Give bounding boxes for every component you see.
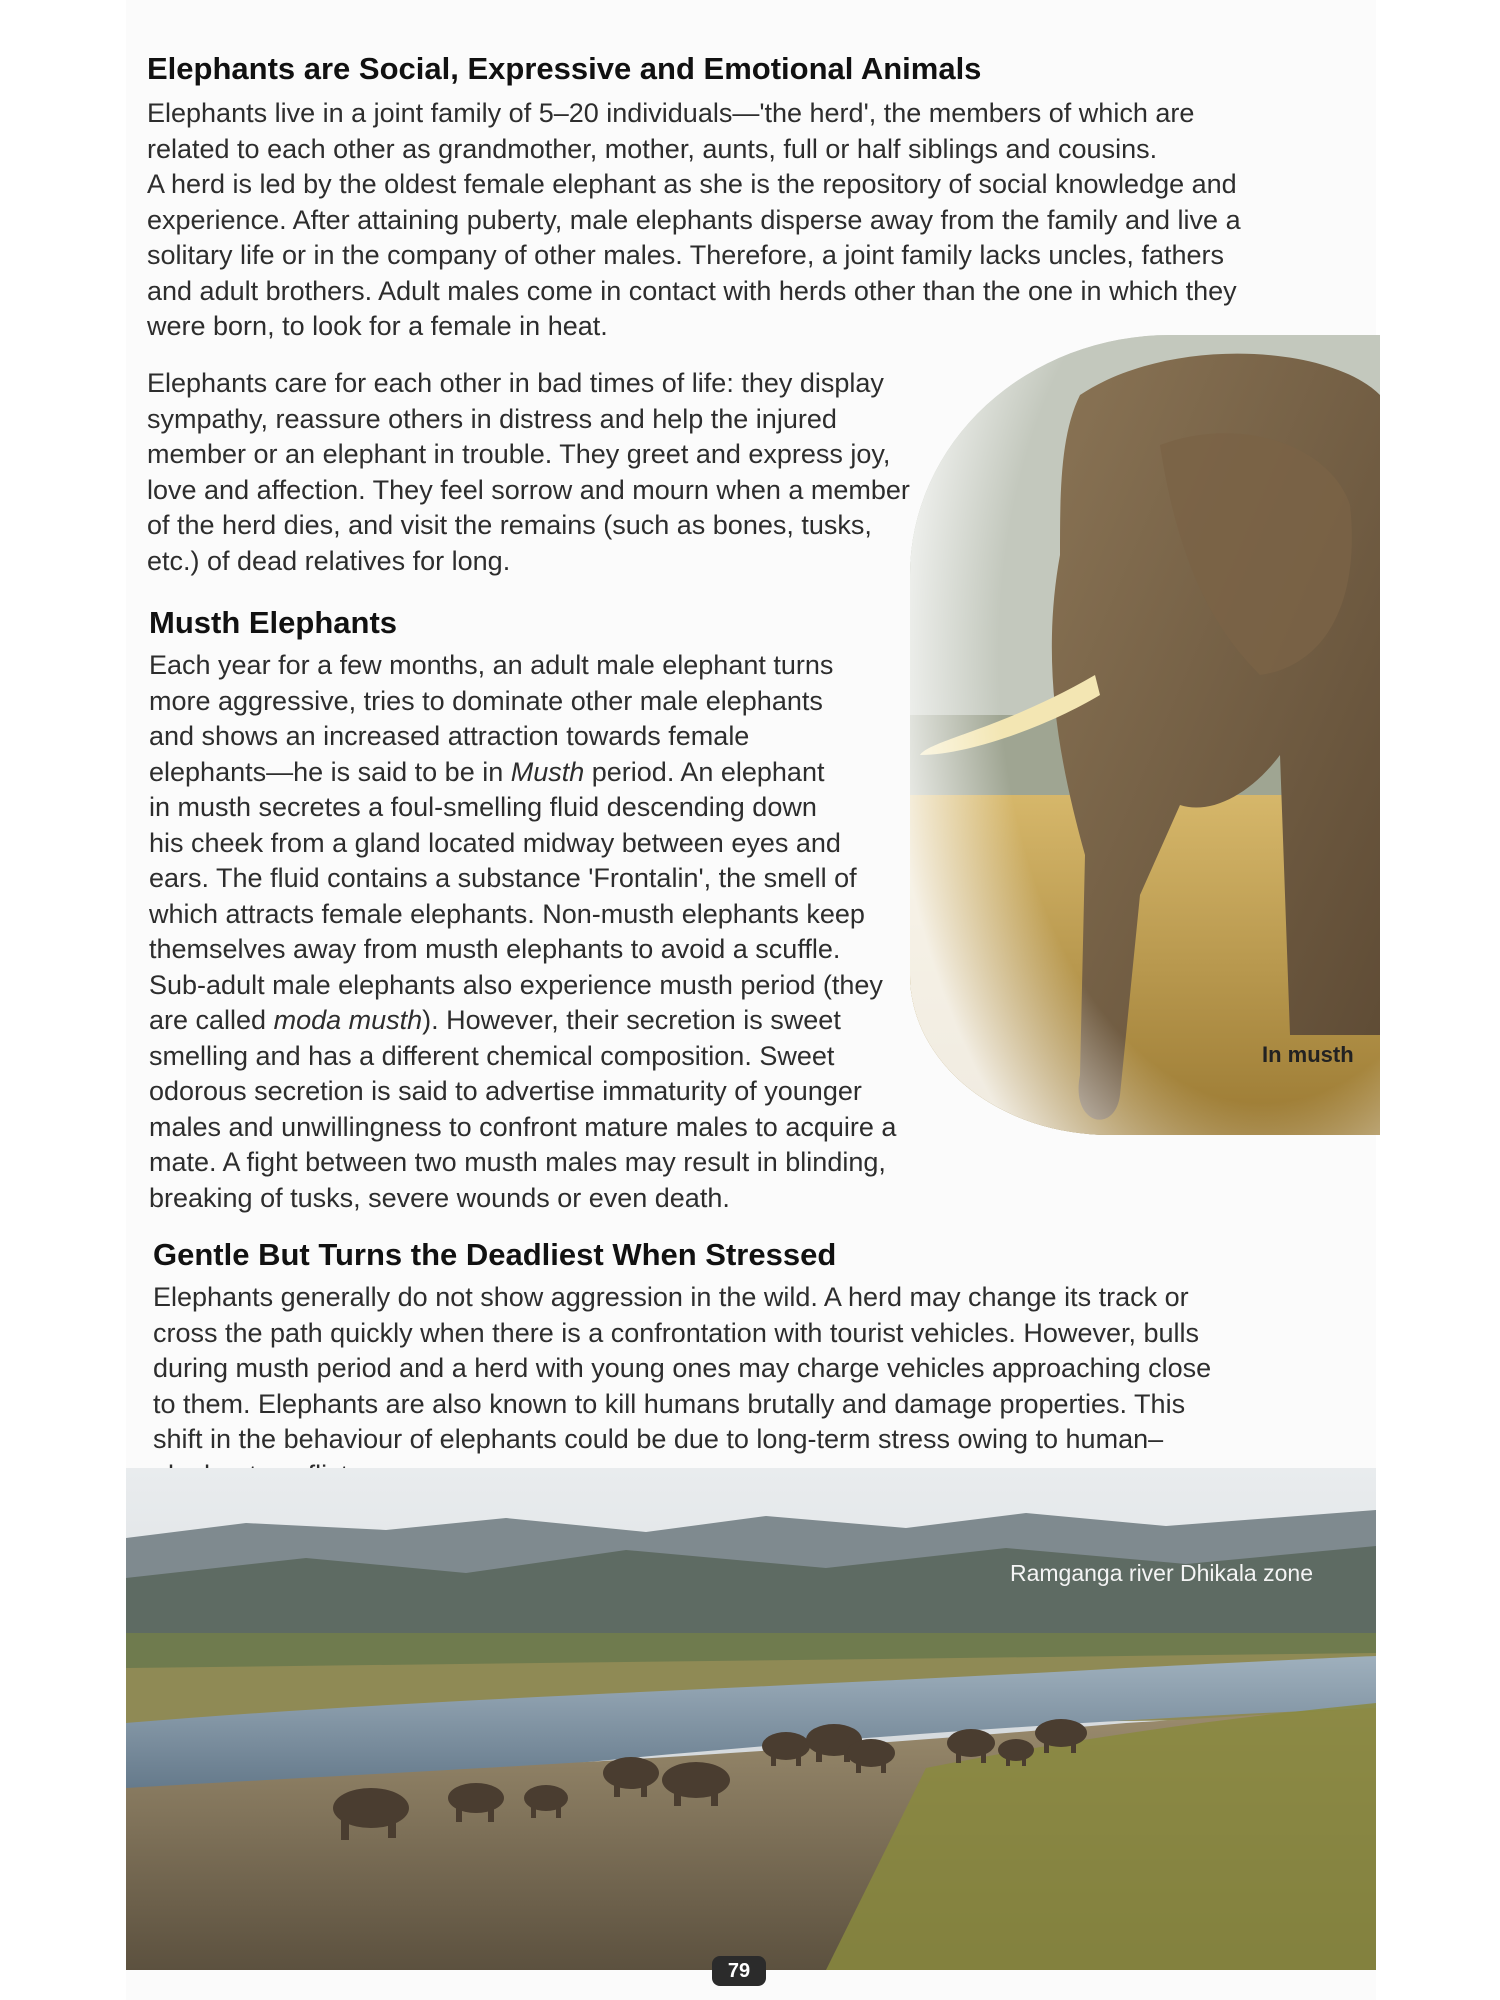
text-line: Elephants live in a joint family of 5–20 individuals—'the herd', the members of which are	[147, 98, 1195, 128]
emphasis-moda-musth: moda musth	[273, 1005, 423, 1035]
text-line: member or an elephant in trouble. They greet and express joy,	[147, 439, 891, 469]
text-line: mate. A fight between two musth males may result in blinding,	[149, 1147, 886, 1177]
paragraph-herd	[147, 96, 1241, 345]
ramganga-river-photo	[126, 1468, 1376, 1970]
caption-ramganga-river: Ramganga river Dhikala zone	[1010, 1560, 1313, 1586]
text-span: ). However, their secretion is sweet	[422, 1005, 841, 1035]
text-line: shift in the behaviour of elephants could be due to long-term stress owing to human–	[153, 1424, 1164, 1454]
text-line: related to each other as grandmother, mother, aunts, full or half siblings and cousins.	[147, 133, 1158, 164]
text-line: were born, to look for a female in heat.	[147, 311, 608, 341]
text-line: males and unwillingness to confront mature males to acquire a	[149, 1111, 897, 1142]
text-line	[149, 755, 896, 791]
text-line	[149, 1003, 896, 1039]
elephant-illustration	[910, 335, 1380, 1135]
text-line: to them. Elephants are also known to kill humans brutally and damage properties. This	[153, 1388, 1186, 1419]
paragraph-aggression	[153, 1280, 1211, 1493]
landscape-illustration	[126, 1468, 1376, 1970]
text-line: love and affection. They feel sorrow and mourn when a member	[147, 474, 910, 505]
text-line: breaking of tusks, severe wounds or even death.	[149, 1182, 730, 1213]
text-line: and shows an increased attraction towards female	[149, 721, 750, 751]
paragraph-care	[147, 366, 910, 579]
text-line: during musth period and a herd with young ones may charge vehicles approaching close	[153, 1353, 1212, 1383]
text-line: Elephants care for each other in bad times of life: they display	[147, 368, 884, 398]
text-line: which attracts female elephants. Non-musth elephants keep	[149, 898, 865, 929]
text-line: of the herd dies, and visit the remains (such as bones, tusks,	[147, 510, 872, 540]
text-line: more aggressive, tries to dominate other male elephants	[149, 685, 823, 716]
text-line: experience. After attaining puberty, male elephants disperse away from the family and live a	[147, 204, 1241, 235]
text-span: are called	[149, 1005, 274, 1035]
text-line: solitary life or in the company of other males. Therefore, a joint family lacks uncles, fathers	[147, 240, 1224, 270]
text-line: in musth secretes a foul-smelling fluid descending down	[149, 792, 817, 822]
text-line: cross the path quickly when there is a confrontation with tourist vehicles. However, bulls	[153, 1317, 1200, 1348]
paragraph-musth	[149, 648, 896, 1216]
heading-social-animals: Elephants are Social, Expressive and Emotional Animals	[147, 51, 982, 86]
caption-in-musth: In musth	[1262, 1042, 1354, 1067]
text-line: sympathy, reassure others in distress and help the injured	[147, 403, 837, 434]
text-span: period. An elephant	[584, 756, 825, 787]
text-line: his cheek from a gland located midway between eyes and	[149, 827, 841, 858]
text-line: smelling and has a different chemical composition. Sweet	[149, 1040, 835, 1071]
musth-elephant-photo	[910, 335, 1380, 1135]
text-span: elephants—he is said to be in	[149, 756, 511, 787]
text-line: Elephants generally do not show aggression in the wild. A herd may change its track or	[153, 1282, 1189, 1312]
text-line: A herd is led by the oldest female elephant as she is the repository of social knowledge and	[147, 169, 1237, 199]
emphasis-musth: Musth	[510, 756, 585, 787]
heading-musth-elephants: Musth Elephants	[149, 605, 398, 640]
text-line: and adult brothers. Adult males come in contact with herds other than the one in which they	[147, 275, 1237, 306]
text-line: Each year for a few months, an adult male elephant turns	[149, 650, 834, 680]
text-line: etc.) of dead relatives for long.	[147, 545, 511, 576]
text-line: themselves away from musth elephants to avoid a scuffle.	[149, 934, 841, 964]
text-line: ears. The fluid contains a substance 'Frontalin', the smell of	[149, 863, 857, 893]
heading-gentle-but-deadliest: Gentle But Turns the Deadliest When Stressed	[153, 1237, 837, 1272]
page-number: 79	[712, 1956, 766, 1986]
text-line: Sub-adult male elephants also experience musth period (they	[149, 969, 883, 1000]
text-line: odorous secretion is said to advertise immaturity of younger	[149, 1076, 862, 1106]
